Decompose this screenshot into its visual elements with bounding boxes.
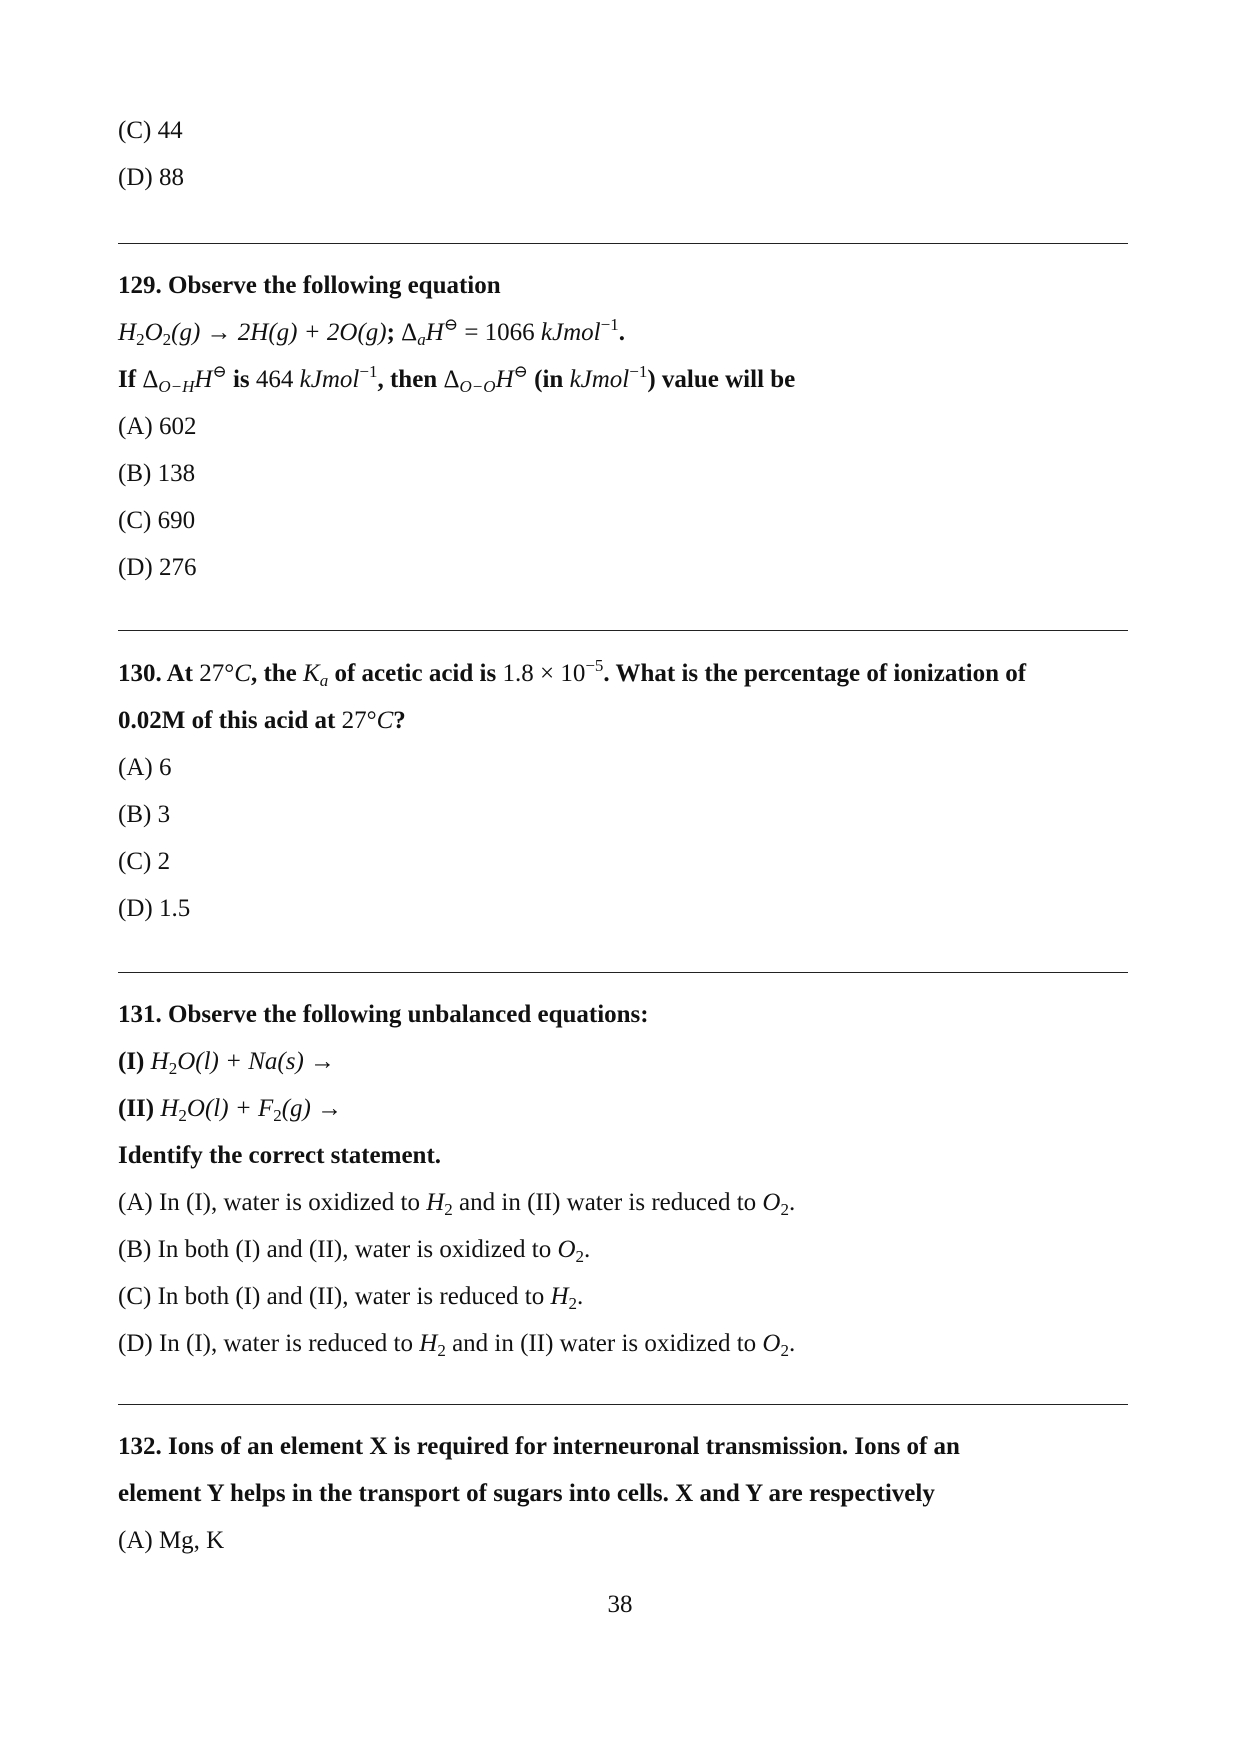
option-d: (D) 1.5: [118, 895, 191, 922]
option-c: (C) 2: [118, 848, 171, 875]
option-c: (C) 44: [118, 117, 183, 144]
option-d: (D) 276: [118, 554, 197, 581]
question-131: [118, 991, 1128, 1367]
option-c: (C) In both (I) and (II), water is reduced to $H_2$.: [118, 1283, 584, 1314]
divider: [118, 243, 1128, 244]
divider: [118, 630, 1128, 631]
equation: $H_2O_2(g) \to 2H(g) + 2O(g)$; $\Delta_aH^⊖ = 1066$ kJmol$^{-1}$.: [118, 314, 625, 350]
option-a: (A) In (I), water is oxidized to $H_2$ and in (II) water is reduced to $O_2$.: [118, 1189, 796, 1220]
prev-question-options: [118, 107, 1128, 201]
question-129: [118, 262, 1128, 591]
equation-2: (II) $H_2O(l) + F_2(g)$ →: [118, 1095, 343, 1126]
question-title: 129. Observe the following equation: [118, 272, 501, 299]
page-number: 38: [607, 1591, 633, 1618]
question-prompt: Identify the correct statement.: [118, 1142, 442, 1169]
question-stem-line-2: element Y helps in the transport of sugars into cells. X and Y are respectively: [118, 1480, 935, 1507]
option-a: (A) Mg, K: [118, 1527, 225, 1554]
question-stem-line-2: 0.02M of this acid at 27°C?: [118, 707, 406, 734]
option-a: (A) 6: [118, 754, 172, 781]
divider: [118, 972, 1128, 973]
option-b: (B) In both (I) and (II), water is oxidized to $O_2$.: [118, 1236, 591, 1267]
divider: [118, 1404, 1128, 1405]
question-stem: If $\Delta_{O-H}H^⊖$ is 464 kJmol$^{-1}$, then $\Delta_{O-O}H^⊖$ (in kJmol$^{-1}$) value will be: [118, 361, 796, 397]
equation-1: (I) $H_2O(l) + Na(s)$ →: [118, 1048, 336, 1079]
question-130: [118, 650, 1128, 932]
question-132: [118, 1423, 1128, 1564]
option-c: (C) 690: [118, 507, 196, 534]
question-title: 131. Observe the following unbalanced equations:: [118, 1001, 649, 1028]
option-b: (B) 138: [118, 460, 196, 487]
question-stem-line-1: 132. Ions of an element X is required for interneuronal transmission. Ions of an: [118, 1433, 960, 1460]
option-a: (A) 602: [118, 413, 197, 440]
option-d: (D) 88: [118, 164, 184, 191]
question-stem-line-1: 130. At 27°C, the $K_a$ of acetic acid is $1.8 \times 10^{-5}$. What is the percentage of ionization of: [118, 655, 1027, 691]
option-d: (D) In (I), water is reduced to $H_2$ and in (II) water is oxidized to $O_2$.: [118, 1330, 796, 1361]
option-b: (B) 3: [118, 801, 171, 828]
